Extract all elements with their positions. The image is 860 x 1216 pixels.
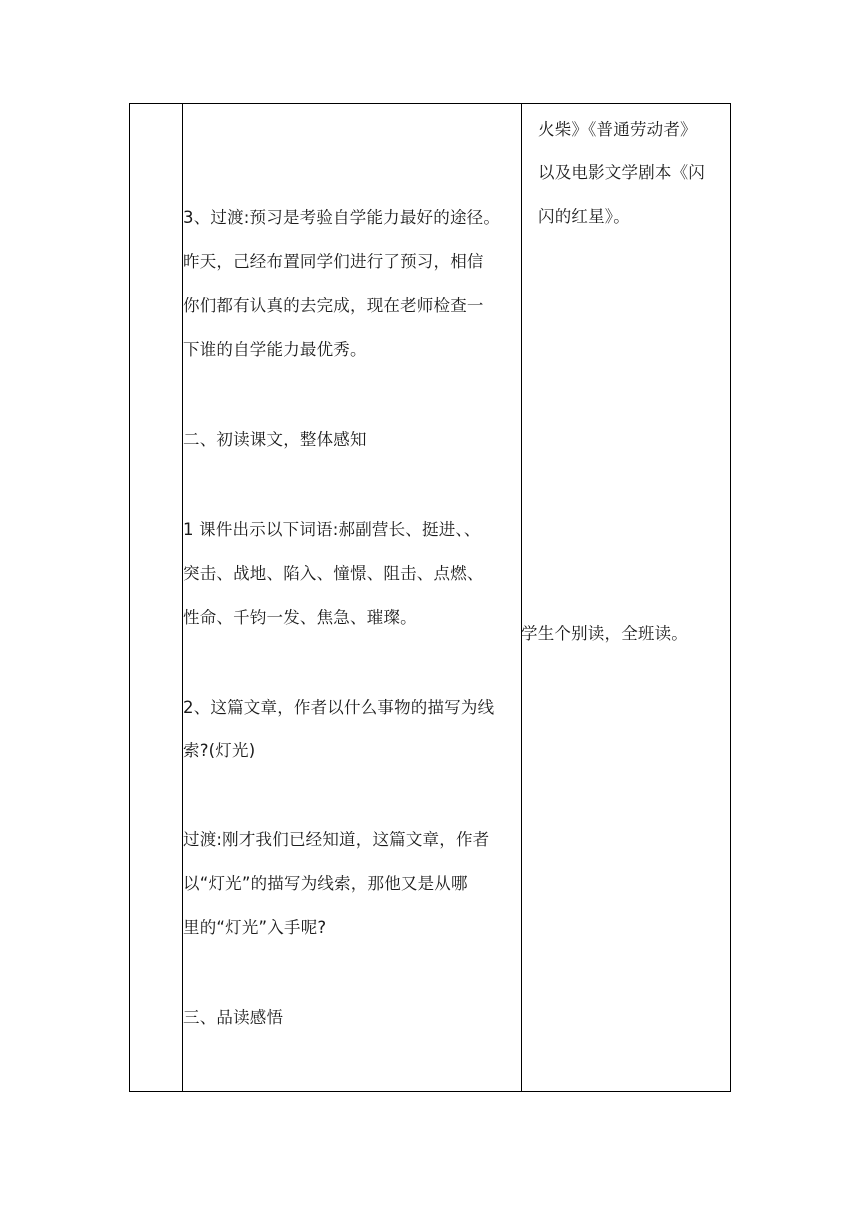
- main-text-line: 索?(灯光): [183, 741, 256, 760]
- main-text-line: 3、过渡:预习是考验自学能力最好的途径。: [183, 208, 501, 227]
- side-text-line: 以及电影文学剧本《闪: [538, 163, 705, 182]
- main-text-line: 性命、千钧一发、焦急、璀璨。: [183, 608, 417, 627]
- main-text-line: 里的“灯光”入手呢?: [183, 918, 327, 937]
- main-text-line: 过渡:刚才我们已经知道，这篇文章，作者: [183, 830, 490, 849]
- main-text-line: 昨天，己经布置同学们进行了预习，相信: [183, 252, 484, 271]
- main-text-line: 你们都有认真的去完成，现在老师检查一: [183, 296, 484, 315]
- student-activity-note: 学生个别读，全班读。: [521, 624, 688, 643]
- column-divider-2: [521, 104, 522, 1091]
- main-text-line: 以“灯光”的描写为线索，那他又是从哪: [183, 874, 468, 893]
- section-heading: 二、初读课文，整体感知: [183, 430, 367, 449]
- section-heading: 三、品读感悟: [183, 1008, 284, 1027]
- main-text-line: 2、这篇文章，作者以什么事物的描写为线: [183, 698, 495, 717]
- side-text-line: 闪的红星》。: [538, 207, 630, 226]
- side-text-line: 火柴》《普通劳动者》: [538, 120, 697, 139]
- main-text-line: 1 课件出示以下词语:郝副营长、挺进、、: [183, 520, 481, 539]
- main-text-line: 下谁的自学能力最优秀。: [183, 340, 367, 359]
- main-text-line: 突击、战地、陷入、憧憬、阻击、点燃、: [183, 564, 484, 583]
